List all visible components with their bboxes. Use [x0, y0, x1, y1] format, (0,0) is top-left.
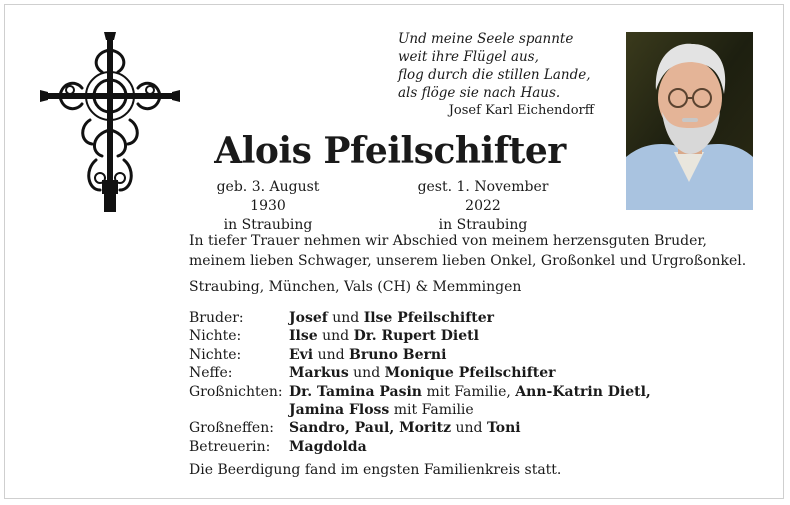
relative-names: Ilse und Dr. Rupert Dietl — [289, 328, 479, 345]
relative-row — [189, 327, 651, 345]
relative-role: Großneffen: — [189, 420, 274, 437]
relative-row — [189, 419, 651, 437]
relative-row — [189, 346, 651, 364]
relative-role: Neffe: — [189, 365, 233, 382]
poem-line: als flöge sie nach Haus. — [398, 85, 561, 101]
relative-names: Magdolda — [289, 438, 367, 455]
wrought-iron-cross-icon — [40, 30, 180, 212]
birth-place: in Straubing — [223, 217, 313, 233]
relative-row — [189, 309, 651, 327]
death-info — [398, 178, 568, 235]
relative-names: Josef und Ilse Pfeilschifter — [289, 310, 494, 326]
deceased-name: Alois Pfeilschifter — [214, 130, 566, 172]
poem-line: weit ihre Flügel aus, — [398, 49, 539, 65]
relative-row — [189, 364, 651, 382]
relative-names: Dr. Tamina Pasin mit Familie, Ann-Katrin Dietl, Jamina Floss mit Familie — [289, 383, 651, 419]
birth-info — [198, 178, 338, 235]
relative-role: Großnichten: — [189, 383, 283, 400]
relative-names: Sandro, Paul, Moritz und Toni — [289, 420, 521, 437]
relative-role: Nichte: — [189, 346, 242, 363]
death-place: in Straubing — [438, 217, 528, 233]
relative-row — [189, 383, 651, 420]
funeral-note: Die Beerdigung fand im engsten Familienkreis statt. — [189, 462, 562, 478]
poem-author: Josef Karl Eichendorff — [448, 103, 594, 118]
birth-date: geb. 3. August 1930 — [216, 179, 320, 214]
relative-role: Bruder: — [189, 310, 244, 326]
poem-line: flog durch die stillen Lande, — [398, 67, 591, 83]
poem-line: Und meine Seele spannte — [398, 31, 574, 47]
relative-role: Nichte: — [189, 328, 242, 345]
portrait-photo — [626, 32, 753, 210]
relative-names: Markus und Monique Pfeilschifter — [289, 365, 556, 382]
family-places: Straubing, München, Vals (CH) & Memmingen — [189, 279, 522, 295]
relative-names: Evi und Bruno Berni — [289, 346, 447, 363]
relative-role: Betreuerin: — [189, 438, 271, 455]
relatives-list — [189, 309, 651, 456]
death-date: gest. 1. November 2022 — [417, 179, 549, 214]
relative-row — [189, 438, 651, 456]
mourning-text: In tiefer Trauer nehmen wir Abschied von meinem herzensguten Bruder, meinem lieben Schwager, unserem lieben Onkel, Großonkel und Urgroßonkel. — [189, 233, 747, 269]
poem — [398, 30, 594, 120]
